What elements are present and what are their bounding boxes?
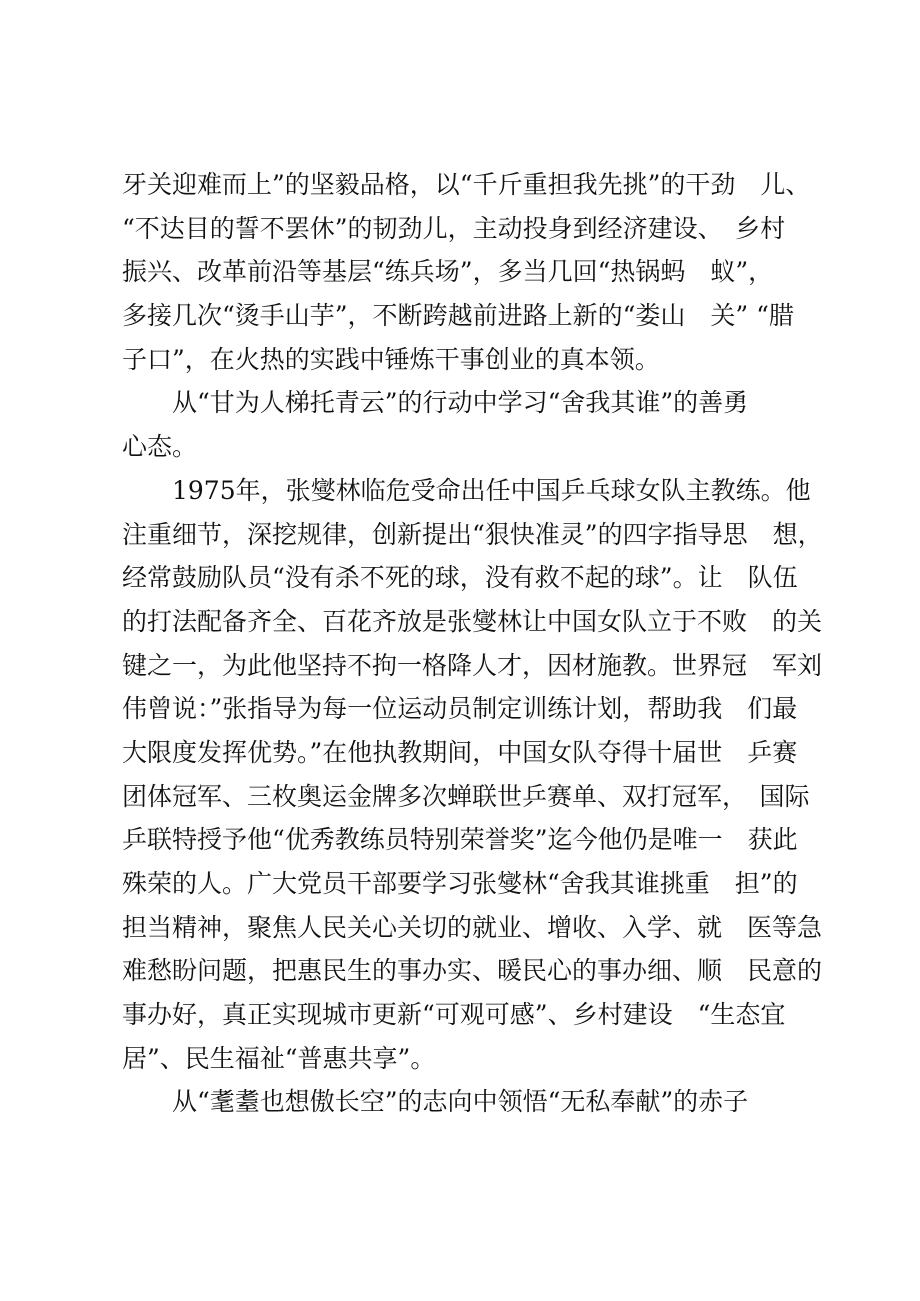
text-line: “不达目的誓不罢休”的韧劲儿，主动投身到经济建设、 乡村 bbox=[122, 213, 786, 243]
text-line: 的打法配备齐全、百花齐放是张燮林让中国女队立于不败 的关 bbox=[122, 606, 823, 636]
text-line: 牙关迎难而上”的坚毅品格，以“千斤重担我先挑”的干劲 儿、 bbox=[122, 170, 811, 199]
text-line: 注重细节，深挖规律，创新提出“狠快准灵”的四字指导思 想， bbox=[122, 519, 823, 549]
text-line: 居”、民生福祉“普惠共享”。 bbox=[122, 1043, 436, 1073]
text-line: 振兴、改革前沿等基层“练兵场”，多当几回“热锅蚂 蚁”， bbox=[122, 257, 774, 287]
text-line: 乒联特授予他“优秀教练员特别荣誉奖”迄今他仍是唯一 获此 bbox=[122, 825, 798, 855]
text-line: 伟曾说：”张指导为每一位运动员制定训练计划，帮助我 们最 bbox=[122, 694, 798, 724]
text-line: 难愁盼问题，把惠民生的事办实、暖民心的事办细、顺 民意的 bbox=[122, 956, 823, 986]
text-line: 键之一，为此他坚持不拘一格降人才，因材施教。世界冠 军刘 bbox=[122, 650, 823, 680]
text-line: 担当精神，聚焦人民关心关切的就业、增收、入学、就 医等急 bbox=[122, 912, 823, 942]
text-line: 大限度发挥优势。”在他执教期间，中国女队夺得十届世 乒赛 bbox=[122, 737, 798, 767]
text-line: 经常鼓励队员“没有杀不死的球，没有救不起的球”。让 队伍 bbox=[122, 563, 798, 593]
text-line: 从“耄耋也想傲长空”的志向中领悟“无私奉献”的赤子 bbox=[172, 1087, 749, 1117]
text-line: 1975年，张燮林临危受命出任中国乒乓球女队主教练。他 bbox=[172, 475, 811, 505]
text-line: 从“甘为人梯托青云”的行动中学习“舍我其谁”的善勇 bbox=[172, 388, 749, 418]
text-line: 心态。 bbox=[122, 432, 198, 462]
text-line: 事办好，真正实现城市更新“可观可感”、乡村建设 “生态宜 bbox=[122, 1000, 786, 1030]
text-line: 多接几次“烫手山芋”，不断跨越前进路上新的“娄山 关” “腊 bbox=[122, 301, 794, 331]
text-line: 团体冠军、三枚奥运金牌多次蝉联世乒赛单、双打冠军， 国际 bbox=[122, 781, 810, 811]
body-text bbox=[122, 163, 822, 1124]
text-line: 殊荣的人。广大党员干部要学习张燮林“舍我其谁挑重 担”的 bbox=[122, 869, 798, 898]
text-line: 子口”，在火热的实践中锤炼干事创业的真本领。 bbox=[122, 344, 660, 374]
